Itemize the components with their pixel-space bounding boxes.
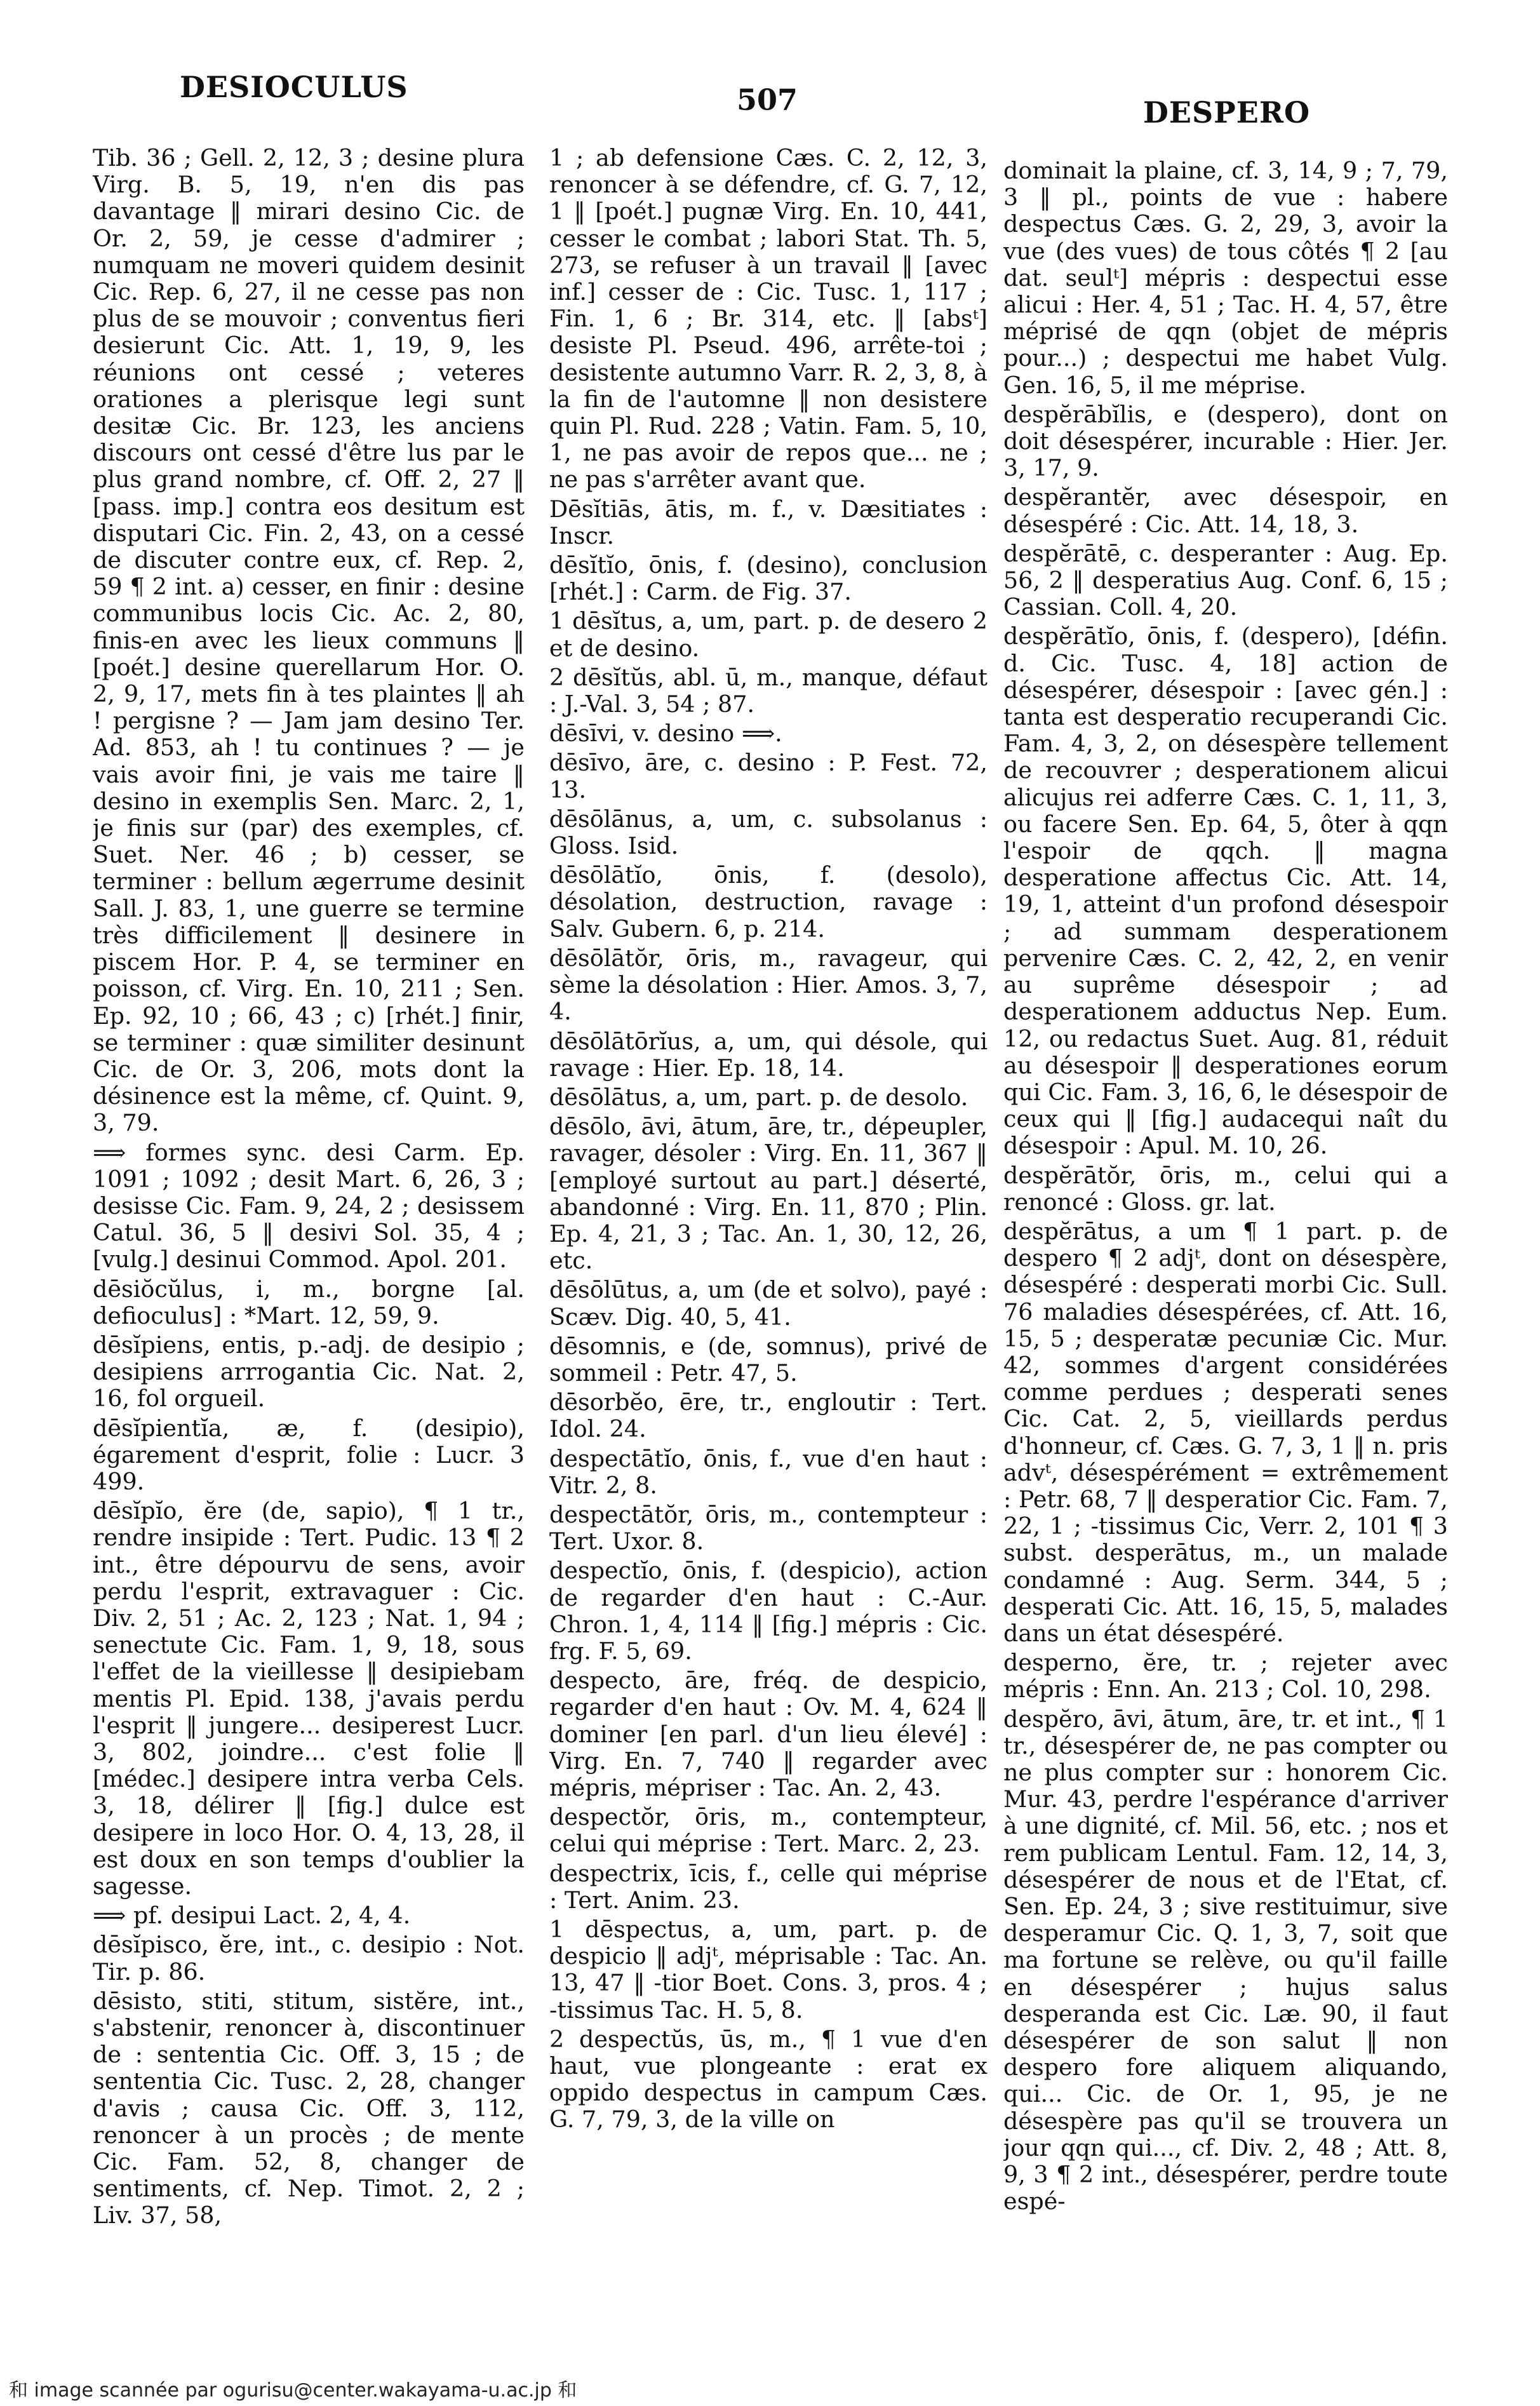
column-middle [549,145,988,2330]
entry-paragraph: despĕro, āvi, ātum, āre, tr. et int., ¶ 1 tr., désespérer de, ne pas compter ou ne plus compter sur : honorem Cic. Mur. 43, perdre l'espérance d'arriver à une dignité, cf. Mil. 56, etc. ; nos et rem publicam Lentul. Fam. 12, 14, 3, désespérer de nous et de l'Etat, cf. Sen. Ep. 24, 3 ; sive restituimur, sive desperamur Cic. Q. 1, 3, 7, soit que ma fortune se relève, ou qu'il faille en désespérer ; hujus salus desperanda est Cic. Læ. 90, il faut désespérer de son salut ‖ non despero fore aliquem aliquando, qui... Cic. de Or. 1, 95, je ne désespère pas qu'il se trouvera un jour qqn qui..., cf. Div. 2, 48 ; Att. 8, 9, 3 ¶ 2 int., désespérer, perdre toute espé- [1003,1705,1448,2215]
entry-paragraph: despĕrābĭlis, e (despero), dont on doit désespérer, incurable : Hier. Jer. 3, 17, 9. [1003,400,1448,482]
entry-paragraph: ⟹ formes sync. desi Carm. Ep. 1091 ; 1092 ; desit Mart. 6, 26, 3 ; desisse Cic. Fam. 9, 24, 2 ; desissem Catul. 36, 5 ‖ desivi Sol. 35, 4 ; [vulg.] desinui Commod. Apol. 201. [93,1138,525,1274]
entry-paragraph: dēsomnis, e (de, somnus), privé de sommeil : Petr. 47, 5. [549,1332,988,1387]
entry-paragraph: dēsōlātĭo, ōnis, f. (desolo), désolation, destruction, ravage : Salv. Gubern. 6, p. 214. [549,861,988,943]
entry-paragraph: despectrix, īcis, f., celle qui méprise : Tert. Anim. 23. [549,1859,988,1914]
entry-paragraph: despĕrātē, c. desperanter : Aug. Ep. 56, 2 ‖ desperatius Aug. Conf. 6, 15 ; Cassian. Coll. 4, 20. [1003,539,1448,621]
entry-paragraph: despecto, āre, fréq. de despicio, regarder d'en haut : Ov. M. 4, 624 ‖ dominer [en parl. d'un lieu élevé] : Virg. En. 7, 740 ‖ regarder avec mépris, mépriser : Tac. An. 2, 43. [549,1667,988,1801]
entry-paragraph: dēsisto, stiti, stitum, sistĕre, int., s'abstenir, renoncer à, discontinuer de : sententia Cic. Off. 3, 15 ; de sententia Cic. Tusc. 2, 28, changer d'avis ; causa Cic. Off. 3, 112, renoncer à un procès ; de mente Cic. Fam. 52, 8, changer de sentiments, cf. Nep. Timot. 2, 2 ; Liv. 37, 58, [93,1987,525,2229]
entry-paragraph: despĕrātus, a um ¶ 1 part. p. de despero ¶ 2 adjᵗ, dont on désespère, désespéré : desperati morbi Cic. Sull. 76 maladies désespérées, cf. Att. 16, 15, 5 ; desperatæ pecuniæ Cic. Mur. 42, sommes d'argent considérées comme perdues ; desperati senes Cic. Cat. 2, 5, vieillards perdus d'honneur, cf. Cæs. G. 7, 3, 1 ‖ n. pris advᵗ, désespérément = extrêmement : Petr. 68, 7 ‖ desperatior Cic. Fam. 7, 22, 1 ; -tissimus Cic, Verr. 2, 101 ¶ 3 subst. desperātus, m., un malade condamné : Aug. Serm. 344, 5 ; desperati Cic. Att. 16, 15, 5, malades dans un état désespéré. [1003,1217,1448,1647]
entry-paragraph: dēsōlo, āvi, ātum, āre, tr., dépeupler, ravager, désoler : Virg. En. 11, 367 ‖ [employé surtout au part.] déserté, abandonné : Virg. En. 11, 870 ; Plin. Ep. 4, 21, 3 ; Tac. An. 1, 30, 12, 26, etc. [549,1113,988,1275]
entry-paragraph: dēsorbĕo, ēre, tr., engloutir : Tert. Idol. 24. [549,1388,988,1443]
entry-paragraph: despĕrātĭo, ōnis, f. (despero), [défin. d. Cic. Tusc. 4, 18] action de désespérer, désespoir : [avec gén.] : tanta est desperatio recuperandi Cic. Fam. 4, 3, 2, on désespère tellement de recouvrer ; desperationem alicui alicujus rei adferre Cæs. C. 1, 11, 3, ou facere Sen. Ep. 64, 5, ôter à qqn l'espoir de qqch. ‖ magna desperatione affectus Cic. Att. 14, 19, 1, atteint d'un profond désespoir ; ad summam desperationem pervenire Cæs. C. 2, 42, 2, en venir au suprême désespoir ; ad desperationem adductus Nep. Eum. 12, ou redactus Suet. Aug. 81, réduit au désespoir ‖ desperationes eorum qui Cic. Fam. 3, 16, 6, le désespoir de ceux qui ‖ [fig.] audacequi naît du désespoir : Apul. M. 10, 26. [1003,622,1448,1160]
page-header [0,44,1540,133]
entry-paragraph: desperno, ĕre, tr. ; rejeter avec mépris : Enn. An. 213 ; Col. 10, 298. [1003,1649,1448,1704]
entry-paragraph: 1 ; ab defensione Cæs. C. 2, 12, 3, renoncer à se défendre, cf. G. 7, 12, 1 ‖ [poét.] pugnæ Virg. En. 10, 441, cesser le combat ; labori Stat. Th. 5, 273, se refuser à un travail ‖ [avec inf.] cesser de : Cic. Tusc. 1, 117 ; Fin. 1, 6 ; Br. 314, etc. ‖ [absᵗ] desiste Pl. Pseud. 496, arrête-toi ; desistente autumno Varr. R. 2, 3, 8, à la fin de l'automne ‖ non desistere quin Pl. Rud. 228 ; Vatin. Fam. 5, 10, 1, ne pas avoir de repos que... ne ; ne pas s'arrêter avant que. [549,145,988,494]
column-right [1003,158,1448,2342]
entry-paragraph: 1 dēsĭtus, a, um, part. p. de desero 2 et de desino. [549,607,988,662]
entry-paragraph: dēsĭpĭo, ĕre (de, sapio), ¶ 1 tr., rendre insipide : Tert. Pudic. 13 ¶ 2 int., être dépourvu de sens, avoir perdu l'esprit, extravaguer : Cic. Div. 2, 51 ; Ac. 2, 123 ; Nat. 1, 94 ; senectute Cic. Fam. 1, 9, 18, sous l'effet de la vieillesse ‖ desipiebam mentis Pl. Epid. 138, j'avais perdu l'esprit ‖ jungere... desiperest Lucr. 3, 802, joindre... c'est folie ‖ [médec.] desipere intra verba Cels. 3, 18, délirer ‖ [fig.] dulce est desipere in loco Hor. O. 4, 13, 28, il est doux en son temps d'oublier la sagesse. [93,1497,525,1900]
entry-paragraph: despectŏr, ōris, m., contempteur, celui qui méprise : Tert. Marc. 2, 23. [549,1803,988,1858]
headword-right: DESPERO [1143,95,1311,130]
scan-credit-footer: 和 image scannée par ogurisu@center.wakayama-u.ac.jp 和 [9,2379,577,2402]
entry-paragraph: dominait la plaine, cf. 3, 14, 9 ; 7, 79, 3 ‖ pl., points de vue : habere despectus Cæs. G. 2, 29, 3, avoir la vue (des vues) de tous côtés ¶ 2 [au dat. seulᵗ] mépris : despectui esse alicui : Her. 4, 51 ; Tac. H. 4, 57, être méprisé de qqn (objet de mépris pour...) ; despectui me habet Vulg. Gen. 16, 5, il me méprise. [1003,158,1448,399]
entry-paragraph: despĕrantĕr, avec désespoir, en désespéré : Cic. Att. 14, 18, 3. [1003,483,1448,538]
entry-paragraph: dēsōlānus, a, um, c. subsolanus : Gloss. Isid. [549,805,988,860]
entry-paragraph: dēsīvi, v. desino ⟹. [549,720,782,748]
entry-paragraph: dēsōlātus, a, um, part. p. de desolo. [549,1083,968,1111]
entry-paragraph: ⟹ pf. desipui Lact. 2, 4, 4. [93,1902,411,1930]
entry-paragraph: dēsīvo, āre, c. desino : P. Fest. 72, 13. [549,749,988,803]
entry-paragraph: dēsōlūtus, a, um (de et solvo), payé : Scæv. Dig. 40, 5, 41. [549,1276,988,1331]
column-left [93,145,525,2330]
entry-paragraph: Tib. 36 ; Gell. 2, 12, 3 ; desine plura Virg. B. 5, 19, n'en dis pas davantage ‖ mirari desino Cic. de Or. 2, 59, je cesse d'admirer ; numquam ne moveri quidem desinit Cic. Rep. 6, 27, il ne cesse pas non plus de se mouvoir ; conventus fieri desierunt Cic. Att. 1, 19, 9, les réunions ont cessé ; veteres orationes a plerisque legi sunt desitæ Cic. Br. 123, les anciens discours ont cessé d'être lus par le plus grand nombre, cf. Off. 2, 27 ‖ [pass. imp.] contra eos desitum est disputari Cic. Fin. 2, 43, on a cessé de discuter contre eux, cf. Rep. 2, 59 ¶ 2 int. a) cesser, en finir : desine communibus locis Cic. Ac. 2, 80, finis-en avec les lieux communs ‖ [poét.] desine querellarum Hor. O. 2, 9, 17, mets fin à tes plaintes ‖ ah ! pergisne ? — Jam jam desino Ter. Ad. 853, ah ! tu continues ? — je vais avoir fini, je vais me taire ‖ desino in exemplis Sen. Marc. 2, 1, je finis sur (par) des exemples, cf. Suet. Ner. 46 ; b) cesser, se terminer : bellum ægerrume desinit Sall. J. 83, 1, une guerre se termine très difficilement ‖ desinere in piscem Hor. P. 4, se terminer en poisson, cf. Virg. En. 10, 211 ; Sen. Ep. 92, 10 ; 66, 43 ; c) [rhét.] finir, se terminer : quæ similiter desinunt Cic. de Or. 3, 206, mots dont la désinence est la même, cf. Quint. 9, 3, 79. [93,145,525,1137]
headword-left: DESIOCULUS [180,70,408,104]
entry-paragraph: dēsĭpientĭa, æ, f. (desipio), égarement d'esprit, folie : Lucr. 3 499. [93,1414,525,1495]
entry-paragraph: despectĭo, ōnis, f. (despicio), action de regarder d'en haut : C.-Aur. Chron. 1, 4, 114 ‖ [fig.] mépris : Cic. frg. F. 5, 69. [549,1557,988,1665]
entry-paragraph: dēsōlātŏr, ōris, m., ravageur, qui sème la désolation : Hier. Amos. 3, 7, 4. [549,944,988,1026]
entry-paragraph: dēsiŏcŭlus, i, m., borgne [al. defioculus] : *Mart. 12, 59, 9. [93,1275,525,1329]
entry-paragraph: despectātĭo, ōnis, f., vue d'en haut : Vitr. 2, 8. [549,1444,988,1499]
entry-paragraph: Dēsĭtiās, ātis, m. f., v. Dæsitiates : Inscr. [549,495,988,549]
entry-paragraph: 1 dēspectus, a, um, part. p. de despicio ‖ adjᵗ, méprisable : Tac. An. 13, 47 ‖ -tior Boet. Cons. 3, pros. 4 ; -tissimus Tac. H. 5, 8. [549,1916,988,2024]
entry-paragraph: dēsĭtĭo, ōnis, f. (desino), conclusion [rhét.] : Carm. de Fig. 37. [549,551,988,606]
entry-paragraph: despectātŏr, ōris, m., contempteur : Tert. Uxor. 8. [549,1500,988,1556]
entry-paragraph: dēsōlātōrĭus, a, um, qui désole, qui ravage : Hier. Ep. 18, 14. [549,1027,988,1082]
page-number: 507 [737,83,798,117]
entry-paragraph: dēsĭpiens, entis, p.-adj. de desipio ; desipiens arrrogantia Cic. Nat. 2, 16, fol orgueil. [93,1331,525,1413]
entry-paragraph: dēsĭpisco, ĕre, int., c. desipio : Not. Tir. p. 86. [93,1931,525,1986]
entry-paragraph: despĕrātŏr, ōris, m., celui qui a renoncé : Gloss. gr. lat. [1003,1161,1448,1216]
entry-paragraph: 2 dēsĭtŭs, abl. ū, m., manque, défaut : J.-Val. 3, 54 ; 87. [549,663,988,718]
entry-paragraph: 2 despectŭs, ūs, m., ¶ 1 vue d'en haut, vue plongeante : erat ex oppido despectus in campum Cæs. G. 7, 79, 3, de la ville on [549,2025,988,2134]
